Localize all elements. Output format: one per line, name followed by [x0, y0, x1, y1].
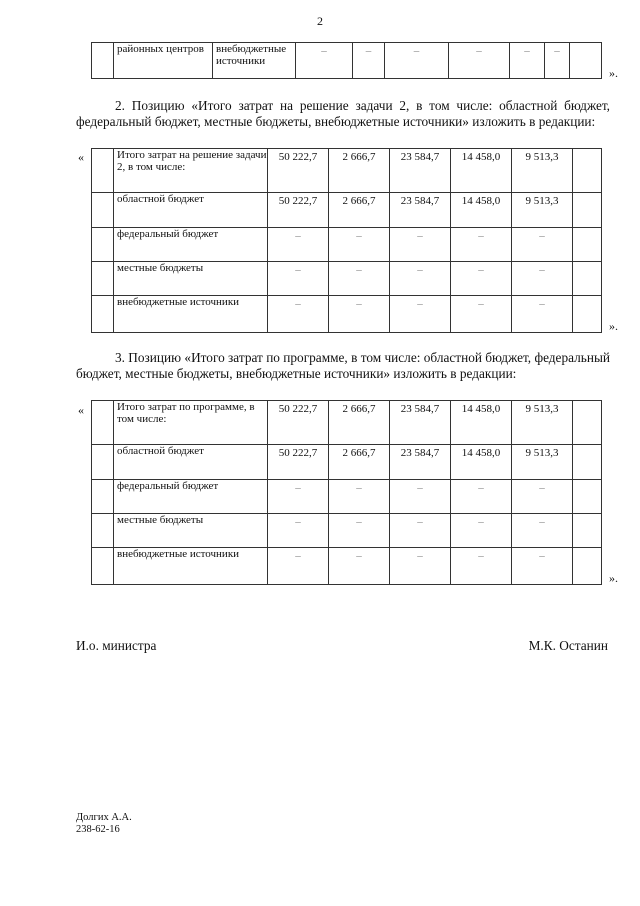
row-label: местные бюджеты — [114, 262, 268, 296]
blank-cell — [570, 43, 602, 79]
value-cell: – — [329, 548, 390, 585]
label-cell: районных центров — [114, 43, 213, 79]
value-cell: – — [390, 548, 451, 585]
value-cell: 14 458,0 — [451, 193, 512, 228]
value-cell: – — [268, 548, 329, 585]
blank-cell — [92, 43, 114, 79]
value-cell: 9 513,3 — [512, 401, 573, 445]
table-row — [92, 480, 602, 514]
value-cell: – — [268, 514, 329, 548]
value-cell: 50 222,7 — [268, 193, 329, 228]
value-cell: 23 584,7 — [390, 149, 451, 193]
value-cell: – — [449, 43, 510, 79]
value-cell: – — [268, 262, 329, 296]
value-cell: – — [329, 514, 390, 548]
closing-quote: ». — [609, 319, 618, 333]
value-cell: – — [268, 228, 329, 262]
value-cell: – — [385, 43, 449, 79]
closing-quote: ». — [609, 66, 618, 80]
value-cell: – — [451, 296, 512, 333]
value-cell: 2 666,7 — [329, 193, 390, 228]
section-2-table — [91, 148, 602, 333]
value-cell: 9 513,3 — [512, 149, 573, 193]
value-cell: – — [512, 296, 573, 333]
value-cell: 23 584,7 — [390, 193, 451, 228]
value-cell: – — [512, 548, 573, 585]
section-3-table — [91, 400, 602, 585]
value-cell: – — [390, 262, 451, 296]
signatory-position: И.о. министра — [76, 638, 157, 653]
signatory-name: М.К. Останин — [528, 638, 608, 653]
value-cell: – — [390, 480, 451, 514]
value-cell: 9 513,3 — [512, 445, 573, 480]
value-cell: – — [390, 296, 451, 333]
value-cell: – — [390, 228, 451, 262]
table-row — [92, 401, 602, 445]
row-label: внебюджетные источники — [114, 296, 268, 333]
value-cell: 50 222,7 — [268, 401, 329, 445]
value-cell: 2 666,7 — [329, 445, 390, 480]
value-cell: – — [268, 296, 329, 333]
row-label: областной бюджет — [114, 445, 268, 480]
page-number: 2 — [317, 14, 323, 28]
table-row — [92, 228, 602, 262]
row-label: областной бюджет — [114, 193, 268, 228]
open-quote: « — [78, 403, 84, 417]
section-2-paragraph: 2. Позицию «Итого затрат на решение задачи 2, в том числе: областной бюджет, федеральный бюджет, местные бюджеты, внебюджетные источники» изложить в редакции: — [76, 98, 610, 129]
value-cell: 2 666,7 — [329, 401, 390, 445]
value-cell: – — [512, 262, 573, 296]
row-label: федеральный бюджет — [114, 228, 268, 262]
section-3-paragraph: 3. Позицию «Итого затрат по программе, в том числе: областной бюджет, федеральный бюджет, местные бюджеты, внебюджетные источники» изложить в редакции: — [76, 350, 610, 381]
value-cell: – — [329, 296, 390, 333]
source-cell: внебюджетные источники — [213, 43, 296, 79]
table-row — [92, 514, 602, 548]
value-cell: – — [451, 228, 512, 262]
row-label: федеральный бюджет — [114, 480, 268, 514]
value-cell: – — [329, 262, 390, 296]
value-cell: 23 584,7 — [390, 445, 451, 480]
value-cell: – — [353, 43, 385, 79]
value-cell: 14 458,0 — [451, 149, 512, 193]
row-label: Итого затрат на решение задачи 2, в том числе: — [114, 149, 268, 193]
value-cell: – — [451, 514, 512, 548]
value-cell: – — [512, 228, 573, 262]
value-cell: – — [451, 262, 512, 296]
table-row — [92, 548, 602, 585]
value-cell: – — [451, 480, 512, 514]
table-row — [92, 445, 602, 480]
table-row — [92, 262, 602, 296]
row-label: Итого затрат по программе, в том числе: — [114, 401, 268, 445]
value-cell: 2 666,7 — [329, 149, 390, 193]
value-cell: – — [329, 480, 390, 514]
value-cell: – — [296, 43, 353, 79]
value-cell: 14 458,0 — [451, 401, 512, 445]
value-cell: – — [451, 548, 512, 585]
value-cell: – — [329, 228, 390, 262]
value-cell: 9 513,3 — [512, 193, 573, 228]
value-cell: – — [512, 480, 573, 514]
value-cell: – — [510, 43, 545, 79]
value-cell: – — [512, 514, 573, 548]
closing-quote: ». — [609, 571, 618, 585]
value-cell: 23 584,7 — [390, 401, 451, 445]
value-cell: 50 222,7 — [268, 149, 329, 193]
executor-phone: 238-62-16 — [76, 824, 120, 835]
value-cell: 50 222,7 — [268, 445, 329, 480]
open-quote: « — [78, 150, 84, 164]
table-row — [92, 193, 602, 228]
row-label: внебюджетные источники — [114, 548, 268, 585]
value-cell: – — [390, 514, 451, 548]
value-cell: – — [545, 43, 570, 79]
table-row — [92, 296, 602, 333]
table-row — [92, 149, 602, 193]
value-cell: – — [268, 480, 329, 514]
value-cell: 14 458,0 — [451, 445, 512, 480]
top-table — [91, 42, 602, 79]
executor-name: Долгих А.А. — [76, 812, 132, 823]
row-label: местные бюджеты — [114, 514, 268, 548]
